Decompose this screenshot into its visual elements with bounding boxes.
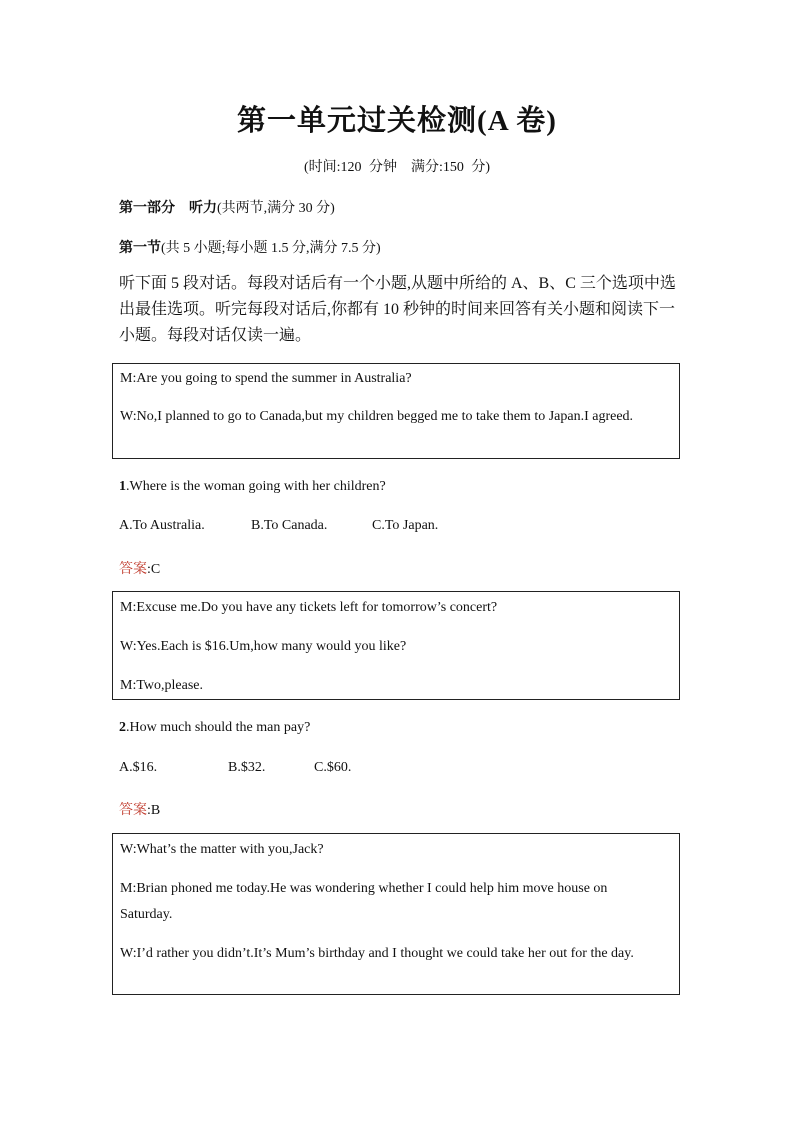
question-1 [119, 479, 386, 495]
question-2-options [119, 760, 351, 776]
answer-value: :C [147, 562, 161, 577]
option-c: C.To Japan. [372, 518, 439, 533]
question-number: 1 [119, 479, 126, 494]
option-c: C.$60. [314, 760, 352, 775]
option-b: B.$32. [228, 760, 266, 775]
option-a: A.To Australia. [119, 518, 205, 533]
page-title: 第一单元过关检测(A 卷) [237, 105, 557, 137]
section-note: (共 5 小题;每小题 1.5 分,满分 7.5 分) [161, 241, 381, 256]
dialogue-line: W:No,I planned to go to Canada,but my children begged me to take them to Japan.I agreed. [120, 409, 634, 424]
dialogue-line: W:Yes.Each is $16.Um,how many would you like? [120, 639, 407, 654]
answer-label: 答案 [119, 803, 147, 818]
answer-label: 答案 [119, 562, 147, 577]
dialogue-line: M:Excuse me.Do you have any tickets left for tomorrow’s concert? [120, 600, 498, 615]
part-title: 第一部分 听力 [119, 201, 217, 216]
answer-2 [119, 799, 160, 819]
section-heading [119, 237, 381, 257]
answer-value: :B [147, 803, 161, 818]
dialogue-line: M:Are you going to spend the summer in Australia? [120, 371, 412, 386]
question-1-options [119, 518, 438, 534]
question-2 [119, 720, 310, 736]
option-b: B.To Canada. [251, 518, 328, 533]
instructions: 听下面 5 段对话。每段对话后有一个小题,从题中所给的 A、B、C 三个选项中选出最佳选项。听完每段对话后,你都有 10 秒钟的时间来回答有关小题和阅读下一小题。每段对话仅读一遍。 [119, 275, 676, 344]
section-title: 第一节 [119, 241, 161, 256]
exam-info: (时间:120 分钟 满分:150 分) [303, 160, 491, 175]
dialogue-box-1 [112, 363, 680, 459]
dialogue-line: M:Two,please. [120, 678, 204, 693]
question-text: .Where is the woman going with her children? [126, 479, 386, 494]
part-heading [119, 197, 335, 217]
dialogue-line: W:I’d rather you didn’t.It’s Mum’s birthday and I thought we could take her out for the day. [120, 946, 634, 961]
dialogue-line: M:Brian phoned me today.He was wondering whether I could help him move house on Saturday. [120, 881, 608, 922]
part-note: (共两节,满分 30 分) [217, 201, 335, 216]
option-a: A.$16. [119, 760, 158, 775]
dialogue-box-2 [112, 591, 680, 700]
answer-1 [119, 558, 160, 578]
question-number: 2 [119, 720, 126, 735]
dialogue-line: W:What’s the matter with you,Jack? [120, 842, 324, 857]
question-text: .How much should the man pay? [126, 720, 311, 735]
dialogue-box-3 [112, 833, 680, 995]
